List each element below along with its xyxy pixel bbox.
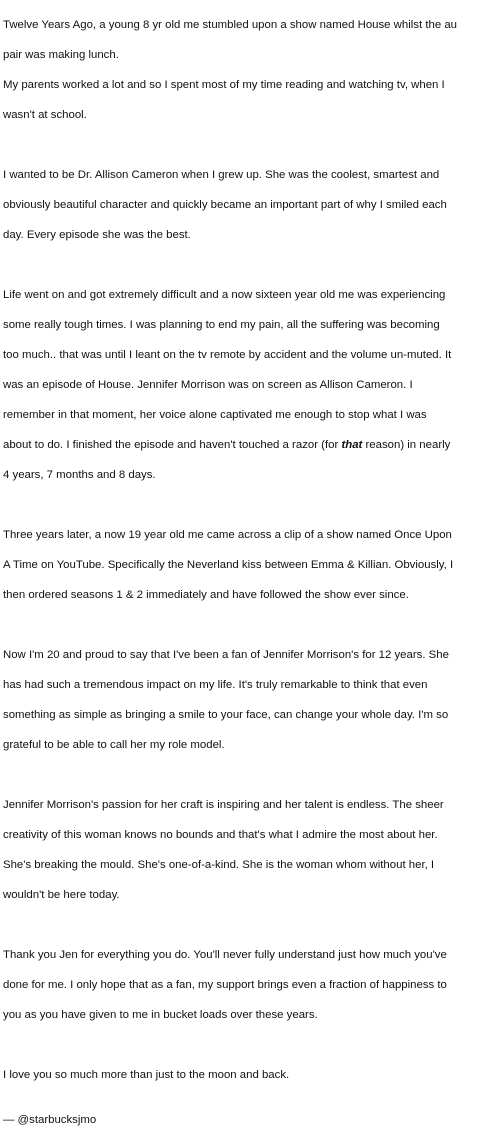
signature: — @starbucksjmo	[3, 1114, 97, 1126]
text-line: obviously beautiful character and quickly became an important part of why I smiled each	[3, 199, 447, 211]
text-line: wouldn't be here today.	[3, 889, 120, 901]
text-line: pair was making lunch.	[3, 49, 119, 61]
text-line: 4 years, 7 months and 8 days.	[3, 469, 156, 481]
text-line: done for me. I only hope that as a fan, my support brings even a fraction of happiness to	[3, 979, 447, 991]
text-line: Now I'm 20 and proud to say that I've been a fan of Jennifer Morrison's for 12 years. She	[3, 649, 449, 661]
text-line: creativity of this woman knows no bounds and that's what I admire the most about her.	[3, 829, 438, 841]
text-line: some really tough times. I was planning to end my pain, all the suffering was becoming	[3, 319, 440, 331]
paragraph-dr-cameron	[3, 153, 487, 258]
text-line: you as you have given to me in bucket loads over these years.	[3, 1009, 318, 1021]
emphasized-word: that	[341, 439, 363, 451]
letter-document	[3, 3, 487, 1128]
text-line	[3, 438, 487, 453]
text-line: too much.. that was until I leant on the tv remote by accident and the volume un-muted. It	[3, 349, 452, 361]
paragraph-love	[3, 1053, 487, 1098]
text-line: has had such a tremendous impact on my life. It's truly remarkable to think that even	[3, 679, 428, 691]
text-line: Thank you Jen for everything you do. You'll never fully understand just how much you've	[3, 949, 447, 961]
text-line: Three years later, a now 19 year old me came across a clip of a show named Once Upon	[3, 529, 452, 541]
text-line: remember in that moment, her voice alone captivated me enough to stop what I was	[3, 409, 427, 421]
text-line: then ordered seasons 1 & 2 immediately and have followed the show ever since.	[3, 589, 409, 601]
text-line: She's breaking the mould. She's one-of-a-kind. She is the woman whom without her, I	[3, 859, 435, 871]
text-line: A Time on YouTube. Specifically the Neverland kiss between Emma & Killian. Obviously, I	[3, 559, 454, 571]
text-line: day. Every episode she was the best.	[3, 229, 191, 241]
paragraph-fan-twelve-years	[3, 633, 487, 768]
paragraph-once-upon-a-time	[3, 513, 487, 618]
text-fragment: reason) in nearly	[362, 439, 451, 451]
text-line: was an episode of House. Jennifer Morrison was on screen as Allison Cameron. I	[3, 379, 413, 391]
text-line: grateful to be able to call her my role model.	[3, 739, 225, 751]
text-line: Twelve Years Ago, a young 8 yr old me stumbled upon a show named House whilst the au	[3, 19, 457, 31]
paragraph-passion	[3, 783, 487, 918]
text-line: wasn't at school.	[3, 109, 87, 121]
text-line: something as simple as bringing a smile to your face, can change your whole day. I'm so	[3, 709, 449, 721]
text-line: Life went on and got extremely difficult and a now sixteen year old me was experiencing	[3, 289, 446, 301]
paragraph-thank-you	[3, 933, 487, 1038]
text-line: Jennifer Morrison's passion for her craft is inspiring and her talent is endless. The sheer	[3, 799, 444, 811]
text-fragment: about to do. I finished the episode and haven't touched a razor (for	[3, 439, 342, 451]
paragraph-tough-times	[3, 273, 487, 498]
text-line: I love you so much more than just to the moon and back.	[3, 1069, 290, 1081]
text-line: I wanted to be Dr. Allison Cameron when I grew up. She was the coolest, smartest and	[3, 169, 440, 181]
text-line: My parents worked a lot and so I spent most of my time reading and watching tv, when I	[3, 79, 445, 91]
paragraph-childhood	[3, 3, 487, 138]
